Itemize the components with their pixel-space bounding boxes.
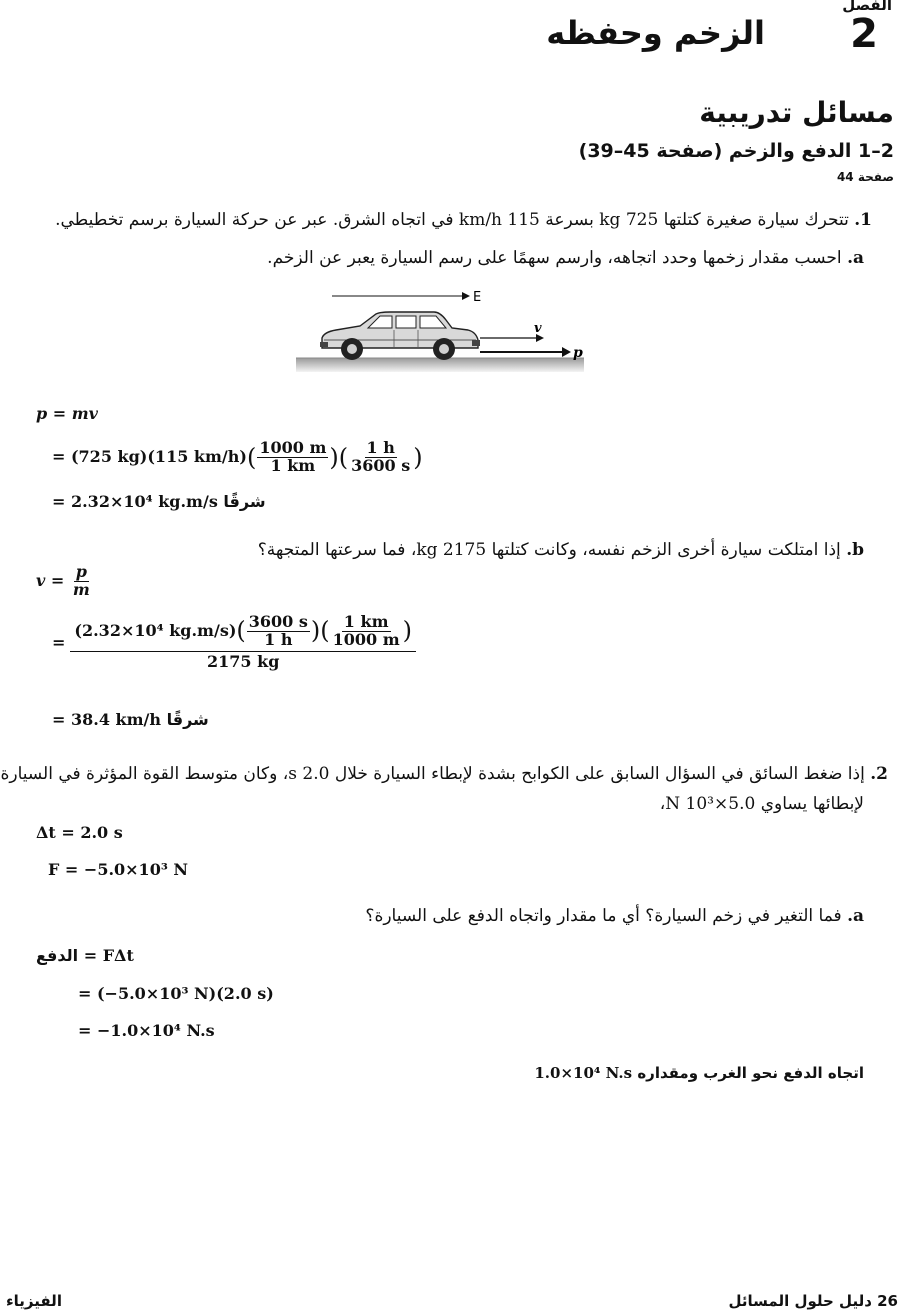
chapter-title: الزخم وحفظه: [546, 14, 765, 52]
direction-label: شرقًا: [223, 492, 266, 511]
part-label: a.: [847, 248, 864, 268]
question-text: إذا ضغط السائق في السؤال السابق على الكوابح بشدة لإبطاء السيارة خلال 2.0 s، وكان متوسط القوة المؤثرة في السيارة: [0, 764, 865, 784]
equation-velocity-result: = 38.4 km/h شرقًا: [52, 710, 209, 729]
equation-substitution: = (725 kg)(115 km/h)( $\frac{1000 m}{1 km}$ )( $\frac{1 h}{3600 s}$ ): [52, 438, 423, 475]
impulse-answer: اتجاه الدفع نحو الغرب ومقداره 1.0×10⁴ N.s: [534, 1064, 864, 1082]
car-momentum-figure: [290, 282, 590, 377]
footer-page-info: 26 دليل حلول المسائل: [728, 1292, 898, 1310]
part-text: احسب مقدار زخمها وحدد اتجاهه، وارسم سهمًا على رسم السيارة يعبر عن الزخم.: [267, 248, 842, 268]
part-label: a.: [847, 906, 864, 926]
east-label: E: [473, 290, 482, 305]
part-label: b.: [846, 540, 864, 560]
equation-impulse: الدفع = FΔt: [36, 946, 134, 965]
ground-shadow: [296, 358, 584, 372]
question-text: تتحرك سيارة صغيرة كتلتها 725 kg بسرعة 115 km/h في اتجاه الشرق. عبر عن حركة السيارة برسم تخطيطي.: [55, 210, 849, 230]
conversion-fraction: $\frac{1000 m}{1 km}$: [259, 438, 327, 475]
equation-impulse-result: = −1.0×10⁴ N.s: [78, 1021, 215, 1040]
section-title: مسائل تدريبية: [699, 96, 894, 129]
momentum-label: p: [573, 345, 583, 361]
equation-result: = 2.32×10⁴ kg.m/s شرقًا: [52, 492, 266, 511]
chapter-label: الفصل: [842, 0, 892, 14]
question-1: [55, 208, 872, 234]
equation-velocity: v = $\frac{p}{m}$: [36, 562, 90, 599]
conversion-fraction: $\frac{1 h}{3600 s}$: [351, 438, 411, 475]
equation-impulse-substitution: = (−5.0×10³ N)(2.0 s): [78, 984, 274, 1003]
question-number: 2.: [870, 764, 888, 784]
momentum-arrow: [480, 347, 571, 357]
given-force: F = −5.0×10³ N: [48, 860, 189, 879]
question-1b: [258, 538, 864, 564]
given-time: Δt = 2.0 s: [36, 823, 123, 842]
velocity-label: v: [534, 321, 542, 336]
east-direction-arrow: [332, 292, 470, 300]
direction-label: شرقًا: [166, 710, 209, 729]
page-reference: صفحة 44: [836, 170, 894, 184]
main-fraction: (2.32×10⁴ kg.m/s)( $\frac{3600 s}{1 h}$ )( $\frac{1 km}{1000 m}$ ) 2175 kg: [70, 614, 416, 670]
car-icon: [320, 312, 480, 360]
question-number: 1.: [854, 210, 872, 230]
impulse-label: الدفع: [36, 946, 79, 965]
part-text: إذا امتلكت سيارة أخرى الزخم نفسه، وكانت كتلتها 2175 kg، فما سرعتها المتجهة؟: [257, 540, 841, 560]
part-text: فما التغير في زخم السيارة؟ أي ما مقدار واتجاه الدفع على السيارة؟: [365, 906, 842, 926]
equation-momentum: p = mv: [36, 404, 98, 423]
chapter-number: 2: [850, 11, 878, 57]
subsection-title: 2–1 الدفع والزخم (صفحة 45–39): [578, 140, 894, 162]
footer-subject: الفيزياء: [6, 1292, 62, 1310]
question-2a: [365, 904, 864, 930]
question-1a: [267, 246, 864, 272]
question-2-continued: لإبطائها يساوي 5.0×10³ N،: [659, 794, 864, 814]
equation-velocity-substitution: = (2.32×10⁴ kg.m/s)( $\frac{3600 s}{1 h}$ )( $\frac{1 km}{1000 m}$ ) 2175 kg: [52, 614, 417, 670]
question-2: [0, 762, 888, 788]
